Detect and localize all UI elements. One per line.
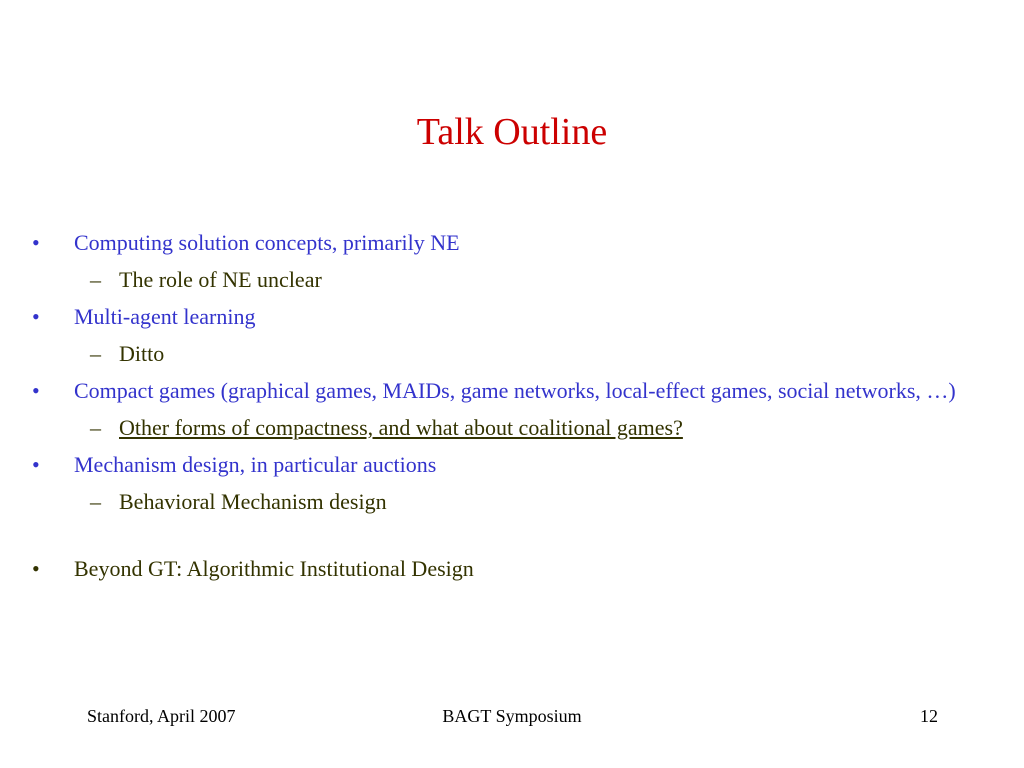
sub-bullet-marker: –	[90, 415, 101, 440]
footer-page-number: 12	[920, 706, 938, 726]
bullet-text: Mechanism design, in particular auctions	[74, 452, 437, 477]
sub-bullet-text: Ditto	[119, 341, 165, 366]
bullet-marker: •	[32, 230, 40, 255]
sub-bullet-marker: –	[90, 489, 101, 514]
sub-bullet-link[interactable]: Other forms of compactness, and what about coalitional games?	[119, 415, 683, 440]
slide-title: Talk Outline	[416, 111, 608, 153]
bullet-marker: •	[32, 378, 40, 403]
bullet-text: Multi-agent learning	[74, 304, 256, 329]
sub-bullet-text: The role of NE unclear	[119, 267, 322, 292]
bullet-item-multi-agent	[0, 302, 1024, 332]
sub-bullet-item-behavioral	[0, 487, 1024, 517]
slide-footer	[0, 706, 1024, 732]
sub-bullet-item-ditto	[0, 339, 1024, 369]
bullet-list	[0, 228, 1024, 591]
bullet-item-beyond-gt	[0, 554, 1024, 584]
sub-bullet-item-compactness	[0, 413, 1024, 443]
sub-bullet-text: Behavioral Mechanism design	[119, 489, 387, 514]
sub-bullet-marker: –	[90, 267, 101, 292]
bullet-item-compact-games	[0, 376, 1024, 406]
bullet-text: Beyond GT: Algorithmic Institutional Design	[74, 556, 474, 581]
footer-event-name: BAGT Symposium	[442, 706, 582, 726]
bullet-marker: •	[32, 304, 40, 329]
bullet-item-mechanism-design	[0, 450, 1024, 480]
sub-bullet-item-role-of-ne	[0, 265, 1024, 295]
bullet-item-computing	[0, 228, 1024, 258]
spacer	[0, 524, 1024, 554]
bullet-text: Compact games (graphical games, MAIDs, game networks, local-effect games, social networks, …)	[74, 378, 956, 403]
sub-bullet-marker: –	[90, 341, 101, 366]
footer-venue-date: Stanford, April 2007	[87, 706, 236, 726]
bullet-marker: •	[32, 452, 40, 477]
bullet-text: Computing solution concepts, primarily NE	[74, 230, 460, 255]
bullet-marker: •	[32, 556, 40, 581]
